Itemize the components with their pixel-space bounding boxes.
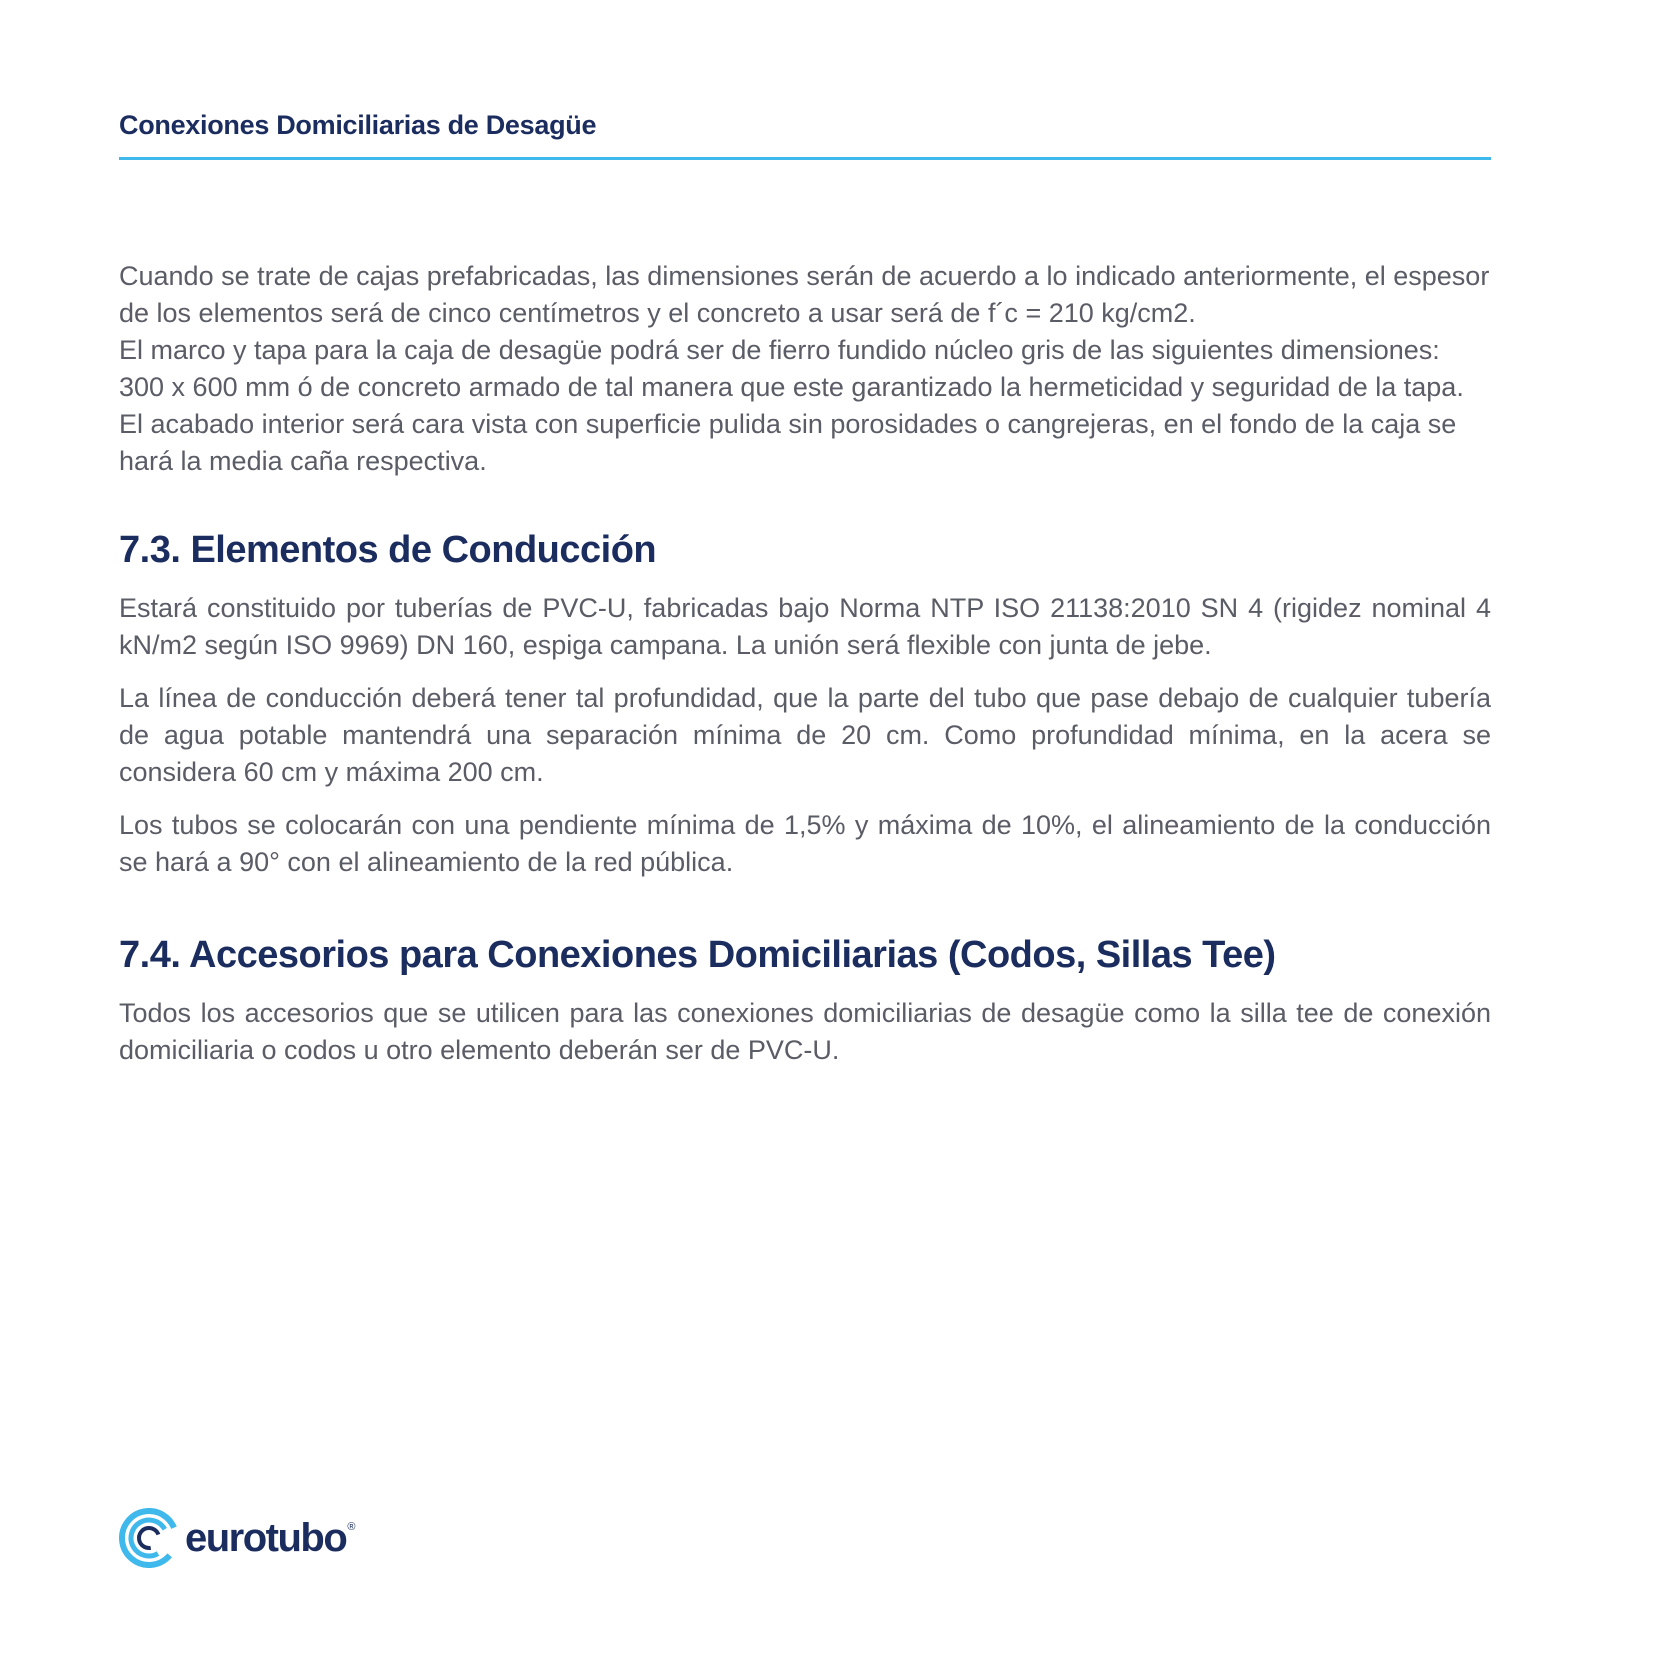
page-content [119, 258, 1491, 1069]
section-7-3-paragraph-3: Los tubos se colocarán con una pendiente mínima de 1,5% y máxima de 10%, el alineamiento de la conducción se hará a 90° con el alineamiento de la red pública. [119, 810, 1491, 877]
eurotubo-swirl-icon [119, 1508, 179, 1568]
eurotubo-logo [119, 1507, 355, 1569]
registered-mark: ® [347, 1521, 356, 1533]
section-7-3-paragraph-1: Estará constituido por tuberías de PVC-U, fabricadas bajo Norma NTP ISO 21138:2010 SN 4 (rigidez nominal 4 kN/m2 según ISO 9969) DN 160, espiga campana. La unión será flexible con junta de jebe. [119, 593, 1491, 660]
section-heading-7-4: 7.4. Accesorios para Conexiones Domiciliarias (Codos, Sillas Tee) [119, 934, 1276, 976]
logo-wordmark: eurotubo [185, 1516, 347, 1560]
intro-text: Cuando se trate de cajas prefabricadas, las dimensiones serán de acuerdo a lo indicado anteriormente, el espesor de los elementos será de cinco centímetros y el concreto a usar será de f´c = 210 kg/cm2. El marco y tapa para la caja de desagüe podrá ser de fierro fundido núcleo gris de las siguientes dimensiones: 300 x 600 mm ó de concreto armado de tal manera que este garantizado la hermeticidad y seguridad de la tapa. El acabado interior será cara vista con superficie pulida sin porosidades o cangrejeras, en el fondo de la caja se hará la media caña respectiva. [119, 261, 1490, 476]
running-header: Conexiones Domiciliarias de Desagüe [119, 110, 597, 140]
section-heading-7-3: 7.3. Elementos de Conducción [119, 529, 657, 571]
section-7-3-paragraph-2: La línea de conducción deberá tener tal profundidad, que la parte del tubo que pase debajo de cualquier tubería de agua potable mantendrá una separación mínima de 20 cm. Como profundidad mínima, en la acera se considera 60 cm y máxima 200 cm. [119, 683, 1491, 787]
header-divider [119, 157, 1491, 160]
section-7-4-paragraph-1: Todos los accesorios que se utilicen para las conexiones domiciliarias de desagüe como la silla tee de conexión domiciliaria o codos u otro elemento deberán ser de PVC-U. [119, 998, 1491, 1065]
